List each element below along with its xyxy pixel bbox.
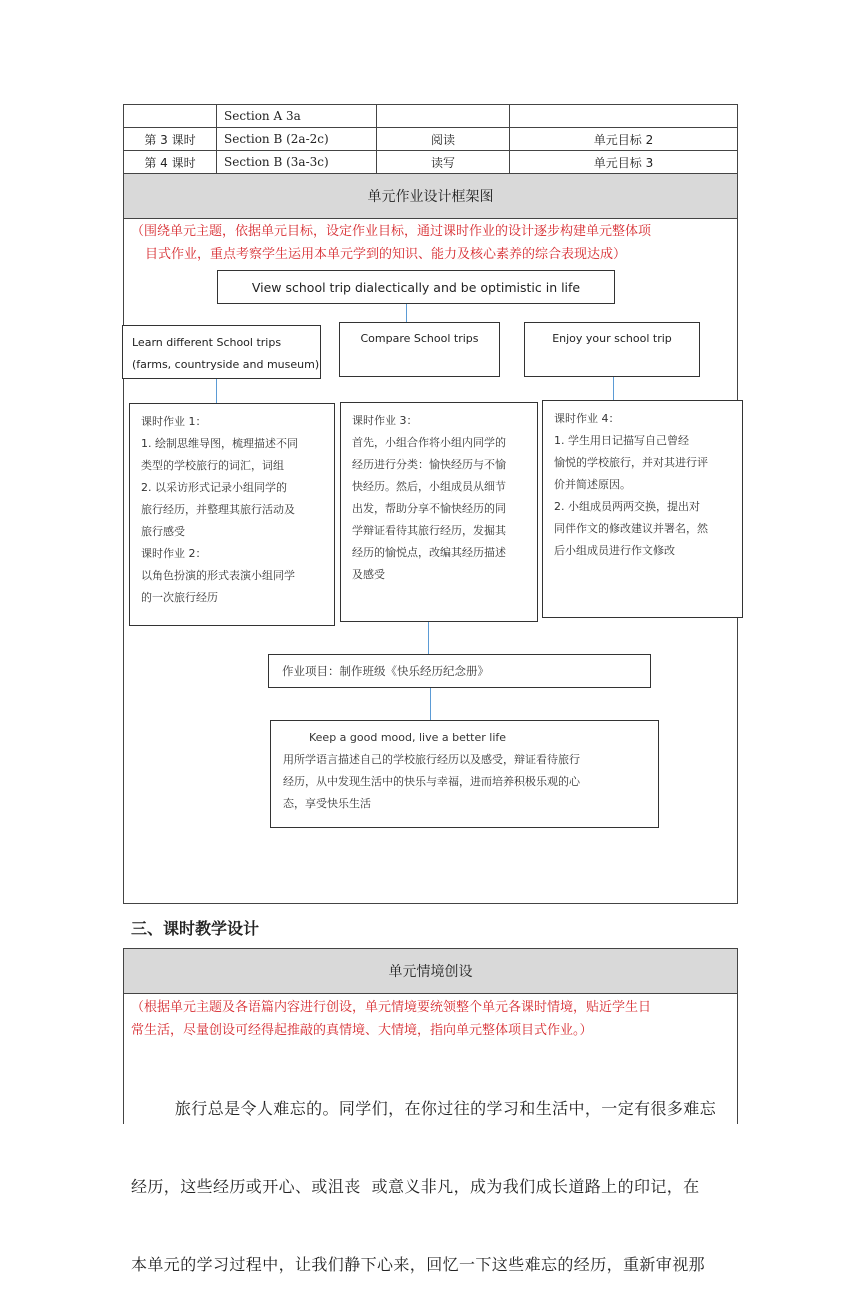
table-cell-section: Section B (2a-2c) [224,132,329,146]
scenario-title: 单元情境创设 [123,948,738,994]
homework-line: 愉悦的学校旅行，并对其进行评 [554,456,708,469]
scenario-body [131,1044,736,1304]
connector-line [428,621,429,654]
branch-node-sublabel: (farms, countryside and museum) [132,358,320,371]
homework-line: 1. 学生用日记描写自己曾经 [554,434,689,447]
project-box [268,654,651,688]
branch-node-label: Learn different School trips [132,336,282,349]
homework-box-4 [542,400,743,618]
homework-line: 1. 绘制思维导图，梳理描述不同 [141,437,298,450]
homework-line: 的一次旅行经历 [141,591,218,604]
table-cell-goal: 单元目标 3 [593,155,654,170]
table-cell-goal: 单元目标 2 [593,132,654,147]
homework-line: 学辩证看待其旅行经历，发掘其 [352,524,506,537]
homework-line: 经历的愉悦点，改编其经历描述 [352,546,506,559]
homework-line: 旅行感受 [141,525,185,538]
final-goal-line: 态，享受快乐生活 [283,797,371,810]
scenario-instruction-line1: （根据单元主题及各语篇内容进行创设，单元情境要统领整个单元各课时情境，贴近学生日 [131,1000,652,1015]
project-label: 作业项目：制作班级《快乐经历纪念册》 [282,664,489,678]
table-cell-section: Section B (3a-3c) [224,155,329,169]
table-cell-skill: 阅读 [430,132,455,147]
homework-line: 出发，帮助分享不愉快经历的同 [352,502,506,515]
final-goal-title: Keep a good mood, live a better life [309,731,507,744]
section-heading: 三、课时教学设计 [131,919,260,938]
homework-box-1-2 [129,403,335,626]
scenario-instruction-line2: 常生活，尽量创设可经得起推敲的真情境、大情境，指向单元整体项目式作业。） [131,1023,593,1038]
branch-node-label: Compare School trips [360,332,479,345]
homework-line: 2. 以采访形式记录小组同学的 [141,481,287,494]
branch-node-enjoy [524,322,700,377]
table-cell-lesson: 第 3 课时 [144,132,196,147]
table-cell-skill: 读写 [430,155,455,170]
scenario-body-line: 经历，这些经历或开心、或沮丧 或意义非凡，成为我们成长道路上的印记，在 [131,1177,700,1196]
final-goal-line: 用所学语言描述自己的学校旅行经历以及感受，辩证看待旅行 [283,753,580,766]
root-node [217,270,615,304]
connector-line [430,688,431,720]
scenario-body-line: 本单元的学习过程中，让我们静下心来，回忆一下这些难忘的经历，重新审视那 [131,1255,706,1274]
homework-line: 课时作业 1： [141,415,207,428]
branch-node-label: Enjoy your school trip [552,332,672,345]
homework-box-3 [340,402,538,622]
final-goal-box [270,720,659,828]
homework-line: 价并简述原因。 [554,478,631,491]
homework-line: 类型的学校旅行的词汇，词组 [141,459,284,472]
homework-line: 旅行经历，并整理其旅行活动及 [141,503,295,516]
connector-line [216,376,217,404]
connector-line [406,304,407,322]
table-cell-lesson: 第 4 课时 [144,155,196,170]
homework-line: 2. 小组成员两两交换，提出对 [554,500,700,513]
final-goal-line: 经历，从中发现生活中的快乐与幸福，进而培养积极乐观的心 [283,775,580,788]
branch-node-compare [339,322,500,377]
homework-line: 课时作业 3： [352,414,418,427]
homework-line: 快经历。然后，小组成员从细节 [352,480,506,493]
framework-title: 单元作业设计框架图 [123,173,738,219]
homework-line: 后小组成员进行作文修改 [554,544,675,557]
homework-line: 以角色扮演的形式表演小组同学 [141,569,295,582]
framework-instruction-line2: 目式作业，重点考察学生运用本单元学到的知识、能力及核心素养的综合表现达成） [145,247,627,262]
framework-instruction-line1: （围绕单元主题，依据单元目标，设定作业目标，通过课时作业的设计逐步构建单元整体项 [131,224,652,239]
connector-line [613,376,614,401]
homework-line: 课时作业 4： [554,412,620,425]
homework-line: 首先，小组合作将小组内同学的 [352,436,506,449]
table-cell-section: Section A 3a [224,109,301,123]
branch-node-learn [122,325,321,379]
homework-line: 课时作业 2： [141,547,207,560]
homework-line: 同伴作文的修改建议并署名，然 [554,522,708,535]
homework-line: 及感受 [352,568,385,581]
homework-line: 经历进行分类：愉快经历与不愉 [352,458,506,471]
root-node-label: View school trip dialectically and be optimistic in life [251,279,581,295]
scenario-body-line: 旅行总是令人难忘的。同学们，在你过往的学习和生活中，一定有很多难忘 [131,1099,717,1118]
